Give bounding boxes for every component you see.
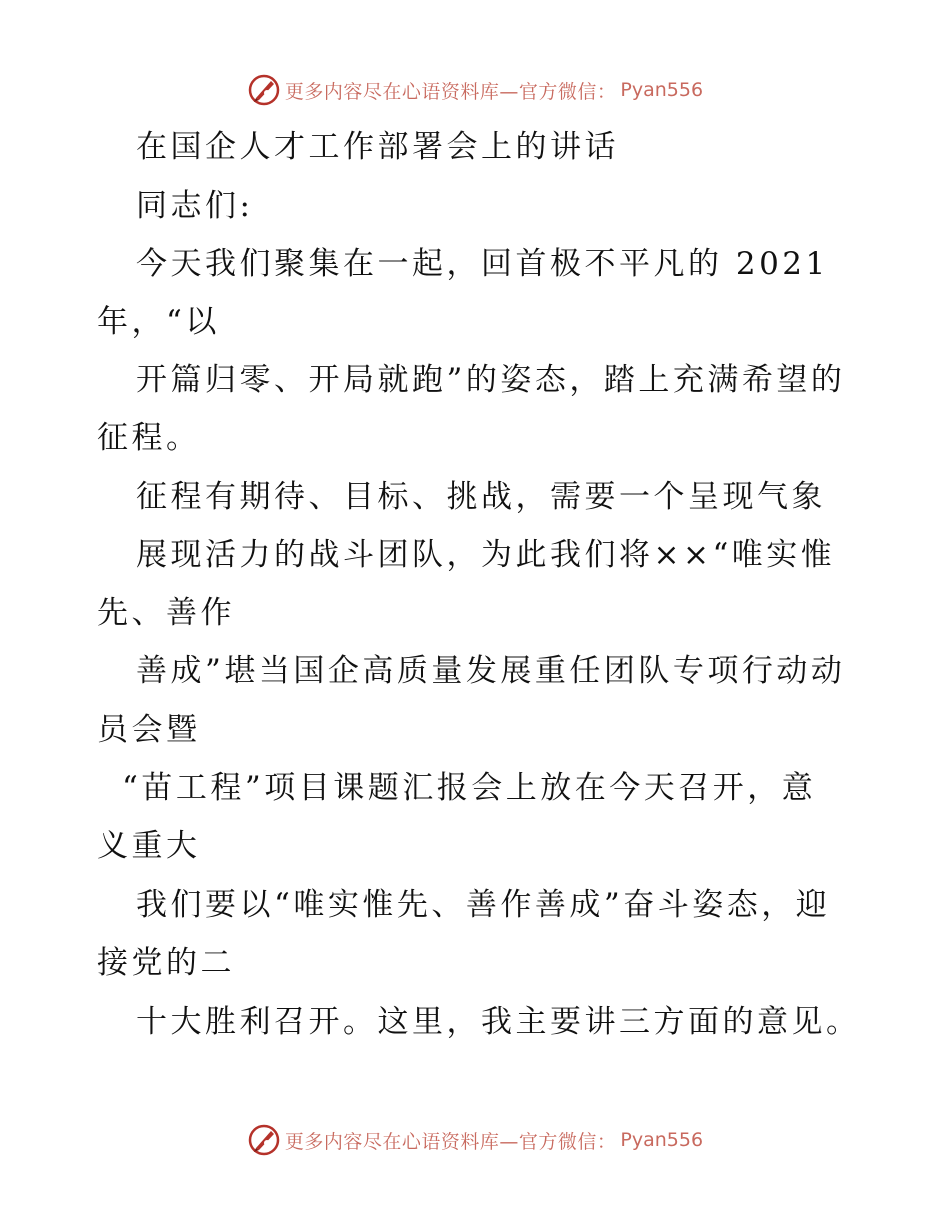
paragraph-line: 接党的二 xyxy=(97,945,235,981)
watermark-text: 更多内容尽在心语资料库—官方微信： xyxy=(284,1130,617,1153)
document-title: 在国企人才工作部署会上的讲话 xyxy=(136,129,619,165)
quill-logo-icon xyxy=(247,1123,281,1157)
paragraph-line: 展现活力的战斗团队，为此我们将××“唯实惟 xyxy=(136,537,836,573)
paragraph-line: 开篇归零、开局就跑”的姿态，踏上充满希望的 xyxy=(136,362,846,398)
paragraph-line: 年，“以 xyxy=(97,304,220,340)
paragraph-line: 征程有期待、目标、挑战，需要一个呈现气象 xyxy=(136,479,826,515)
watermark-handle: Pyan556 xyxy=(620,1129,704,1151)
header-watermark xyxy=(0,70,950,110)
paragraph-line: 先、善作 xyxy=(97,595,235,631)
paragraph-line: 员会暨 xyxy=(97,712,201,748)
footer-watermark xyxy=(0,1120,950,1160)
paragraph-line: 十大胜利召开。这里，我主要讲三方面的意见。 xyxy=(136,1004,861,1040)
watermark-text: 更多内容尽在心语资料库—官方微信： xyxy=(284,80,617,103)
paragraph-line: 征程。 xyxy=(97,420,201,456)
salutation: 同志们: xyxy=(136,188,254,224)
paragraph-line: “苗工程”项目课题汇报会上放在今天召开，意 xyxy=(122,770,817,806)
watermark-handle: Pyan556 xyxy=(620,79,704,101)
paragraph-line: 今天我们聚集在一起，回首极不平凡的 2021 xyxy=(136,246,829,282)
paragraph-line: 善成”堪当国企高质量发展重任团队专项行动动 xyxy=(136,653,846,689)
quill-logo-icon xyxy=(247,73,281,107)
paragraph-line: 我们要以“唯实惟先、善作善成”奋斗姿态，迎 xyxy=(136,887,831,923)
paragraph-line: 义重大 xyxy=(97,828,201,864)
